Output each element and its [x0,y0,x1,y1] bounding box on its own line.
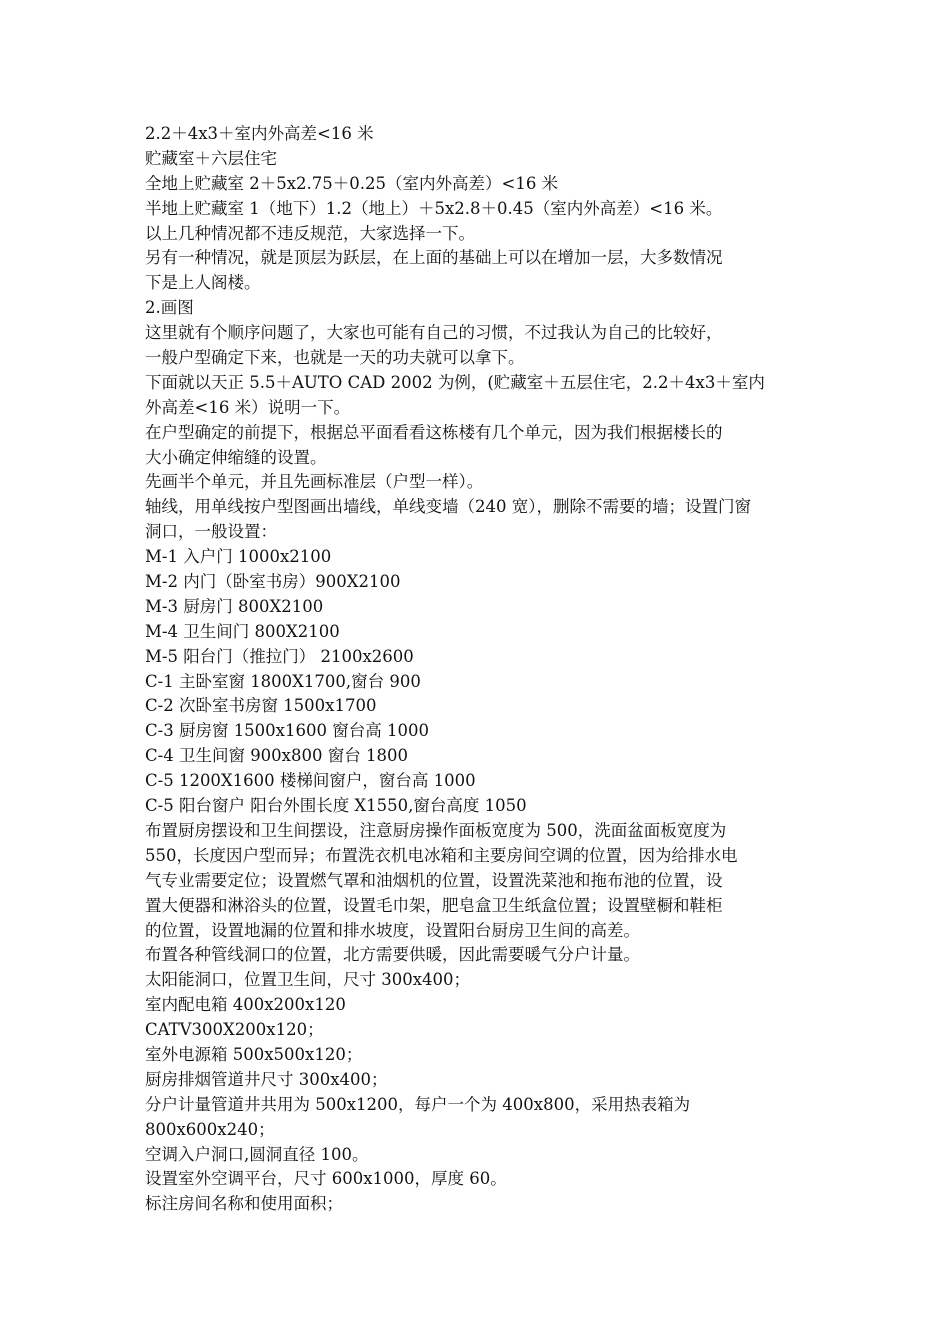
text-line: 另有一种情况，就是顶层为跃层，在上面的基础上可以在增加一层，大多数情况 [145,248,723,268]
text-line: 下是上人阁楼。 [145,273,261,293]
text-line: 外高差<16 米）说明一下。 [145,397,351,417]
text-line: 下面就以天正 5.5＋AUTO CAD 2002 为例，(贮藏室＋五层住宅，2.2＋4x3＋室内 [145,372,765,392]
text-line: 550，长度因户型而异；布置洗衣机电冰箱和主要房间空调的位置，因为给排水电 [145,845,738,865]
text-line: 一般户型确定下来，也就是一天的功夫就可以拿下。 [145,348,525,368]
text-line: 这里就有个顺序问题了，大家也可能有自己的习惯，不过我认为自己的比较好， [145,323,723,343]
window-spec-line: C-1 主卧室窗 1800X1700,窗台 900 [145,671,421,691]
text-line: 室外电源箱 500x500x120； [145,1044,363,1064]
text-line: 布置各种管线洞口的位置，北方需要供暖，因此需要暖气分户计量。 [145,945,640,965]
text-line: 2.2＋4x3＋室内外高差<16 米 [145,124,374,143]
section-heading: 2.画图 [145,298,194,318]
window-spec-line: C-3 厨房窗 1500x1600 窗台高 1000 [145,721,429,741]
text-line: 在户型确定的前提下，根据总平面看看这栋楼有几个单元，因为我们根据楼长的 [145,422,723,442]
text-line: 空调入户洞口,圆洞直径 100。 [145,1144,369,1164]
text-line: 厨房排烟管道井尺寸 300x400； [145,1069,388,1089]
text-line: 布置厨房摆设和卫生间摆设，注意厨房操作面板宽度为 500，洗面盆面板宽度为 [145,820,727,840]
document-body [145,122,810,1217]
text-line: CATV300X200x120； [145,1020,324,1040]
text-line: 太阳能洞口，位置卫生间，尺寸 300x400； [145,970,471,990]
text-line: 的位置，设置地漏的位置和排水坡度，设置阳台厨房卫生间的高差。 [145,920,640,940]
text-line: 置大便器和淋浴头的位置，设置毛巾架，肥皂盒卫生纸盒位置；设置壁橱和鞋柜 [145,895,723,915]
text-line: 贮藏室＋六层住宅 [145,148,277,168]
text-line: 800x600x240； [145,1119,275,1139]
window-spec-line: C-2 次卧室书房窗 1500x1700 [145,696,377,716]
text-line: 先画半个单元，并且先画标准层（户型一样）。 [145,472,484,492]
text-line: 分户计量管道井共用为 500x1200，每户一个为 400x800，采用热表箱为 [145,1094,691,1114]
door-spec-line: M-2 内门（卧室书房）900X2100 [145,572,401,592]
door-spec-line: M-4 卫生间门 800X2100 [145,621,340,641]
door-spec-line: M-5 阳台门（推拉门） 2100x2600 [145,646,414,666]
window-spec-line: C-5 阳台窗户 阳台外围长度 X1550,窗台高度 1050 [145,796,527,816]
text-line: 标注房间名称和使用面积； [145,1194,343,1214]
text-line: 洞口，一般设置： [145,522,277,542]
text-line: 全地上贮藏室 2＋5x2.75＋0.25（室内外高差）<16 米 [145,173,559,193]
text-line: 大小确定伸缩缝的设置。 [145,447,327,467]
door-spec-line: M-1 入户门 1000x2100 [145,547,332,567]
text-line: 轴线，用单线按户型图画出墙线，单线变墙（240 宽），删除不需要的墙；设置门窗 [145,497,751,517]
text-line: 室内配电箱 400x200x120 [145,995,346,1015]
text-line: 半地上贮藏室 1（地下）1.2（地上）＋5x2.8＋0.45（室内外高差）<16 米。 [145,198,723,218]
window-spec-line: C-5 1200X1600 楼梯间窗户，窗台高 1000 [145,771,476,791]
door-spec-line: M-3 厨房门 800X2100 [145,596,324,616]
window-spec-line: C-4 卫生间窗 900x800 窗台 1800 [145,746,408,766]
text-line: 以上几种情况都不违反规范，大家选择一下。 [145,223,475,243]
text-line: 气专业需要定位；设置燃气罩和油烟机的位置，设置洗菜池和拖布池的位置，设 [145,870,723,890]
text-line: 设置室外空调平台，尺寸 600x1000，厚度 60。 [145,1169,507,1189]
